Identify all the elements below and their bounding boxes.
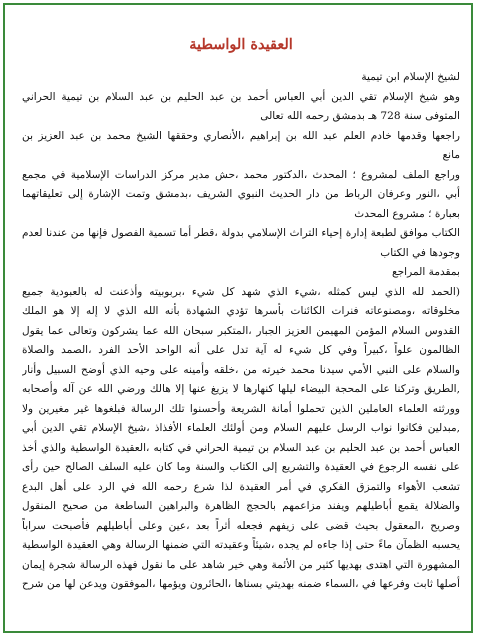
text-line: (الحمد لله الذي ليس كمثله ،شيء الذي شهد كل شيء ،بربوبيته وأذعنت له بالعبودية جميع <box>22 285 460 298</box>
text-line: وصريح ،المعقول بحيث قضى على زيفهم فجعله أثراً بعد ،عين وعلى أباطيلهم فأصبحت سراباً <box>22 519 460 532</box>
text-line: بعبارة ؛ مشروع المحدث <box>354 207 460 220</box>
text-line: العباس أحمد بن عبد الحليم بن عبد السلام بن تيمية الحراني في كتابه ،العقيدة الواسطية والذي أخذ <box>22 441 460 454</box>
text-line: على نفسه الرجوع في العقيدة والتشريع إلى الكتاب والسنة وما كان عليه السلف الصالح حين رأى <box>22 461 460 473</box>
text-line: ,الطريق وتركنا على المحجة البيضاء ليلها كنهارها لا يزيغ عنها إلا هالك ورضي الله عن آله وأصحابه <box>22 383 460 395</box>
text-line: راجعها وقدمها خادم العلم عبد الله بن إبراهيم ،الأنصاري وحققها الشيخ محمد بن عبد العزيز بن <box>22 129 460 142</box>
text-line: أصلها ثابت وفرعها في ،السماء ضمنه بهديتي بسناها ،الحائرون ويؤمها ،الموفقون ويدعن لها من شرح <box>22 578 460 590</box>
text-line: وورثته العلماء العاملين الذين تحملوا أمانة الشريعة وأحسنوا تلك الرسالة فبلغوها غير مغيرين ولا <box>22 402 460 415</box>
text-line: المتوفى سنة 728 هـ بدمشق رحمه الله تعالى <box>260 110 460 122</box>
text-line: الظالمون علواً ،كبيراً وفي كل شيء له آية تدل على أنه الواحد الأحد الفرد ،الصمد والصلاة <box>22 344 460 356</box>
document-body <box>22 36 460 595</box>
text-line: مانع <box>442 149 460 161</box>
author-line: لشيخ الإسلام ابن تيمية <box>361 71 460 83</box>
text-line: وهو شيخ الإسلام تقي الدين أبي العباس أحمد بن عبد الحليم بن عبد السلام بن تيمية الحراني <box>22 90 460 103</box>
document-title: العقيدة الواسطية <box>189 36 293 53</box>
text-line: القدوس السلام المؤمن المهيمن العزيز الجبار ،المتكبر سبحان الله عما يشركون وتعالى عما يقول <box>22 324 460 337</box>
text-line: أبي ،النور وعرفان الرباط من دار الحديث النبوي الشريف ،بدمشق وتمت الإشارة إلى تعليقاتهما <box>22 188 460 200</box>
text-line: المشهورة التي اهتدى بهديها كثير من الأئمة وهي خير شاهد على ما نقول فهذه الرسالة شجرة إيمان <box>22 558 460 571</box>
text-line: الكتاب موافق لطبعة إدارة إحياء التراث الإسلامي بدولة ،قطر أما تسمية الفصول فإنها من عندنا لعدم <box>22 227 460 239</box>
text-line: يحسبه الظمآن ماءً حتى إذا جاءه لم يجده ،شيئاً وعقيدته التي ضمنها الرسالة وهي العقيدة الواسطية <box>22 539 460 551</box>
text-line: تشعب الأهواء والتمزق الفكري في أمر العقيدة لذا شرع رحمه الله في الرد على أهل البدع <box>22 480 460 493</box>
text-line: وجودها في الكتاب <box>380 246 460 259</box>
text-line: وراجع الملف لمشروع ؛ المحدث ،الدكتور محمد ،حش مدير مركز الدراسات الإسلامية في مجمع <box>22 168 460 181</box>
text-line: مخلوقاته ،ومصنوعاته فنرات الكائنات بأسرها تؤدي الشهادة بأنه الله الذي لا إله إلا هو الملك <box>22 305 460 317</box>
text-line: ,مبدلين فكانوا نواب الرسل عليهم السلام ومن أولئك العلماء الأفذاذ ،شيخ الإسلام تقي الدين أبي <box>22 422 460 434</box>
text-line: والسلام على النبي الأمي سيدنا محمد خيرته من ،خلقه وأمينه على وحيه الذي أوضح السبيل وأنار <box>22 363 460 376</box>
text-line: والضلالة يقمع أباطيلهم ويفند مزاعمهم بالحجج الظاهرة والبراهين الساطعة من صحيح المنقول <box>22 500 460 512</box>
section-heading: بمقدمة المراجع <box>392 266 460 278</box>
